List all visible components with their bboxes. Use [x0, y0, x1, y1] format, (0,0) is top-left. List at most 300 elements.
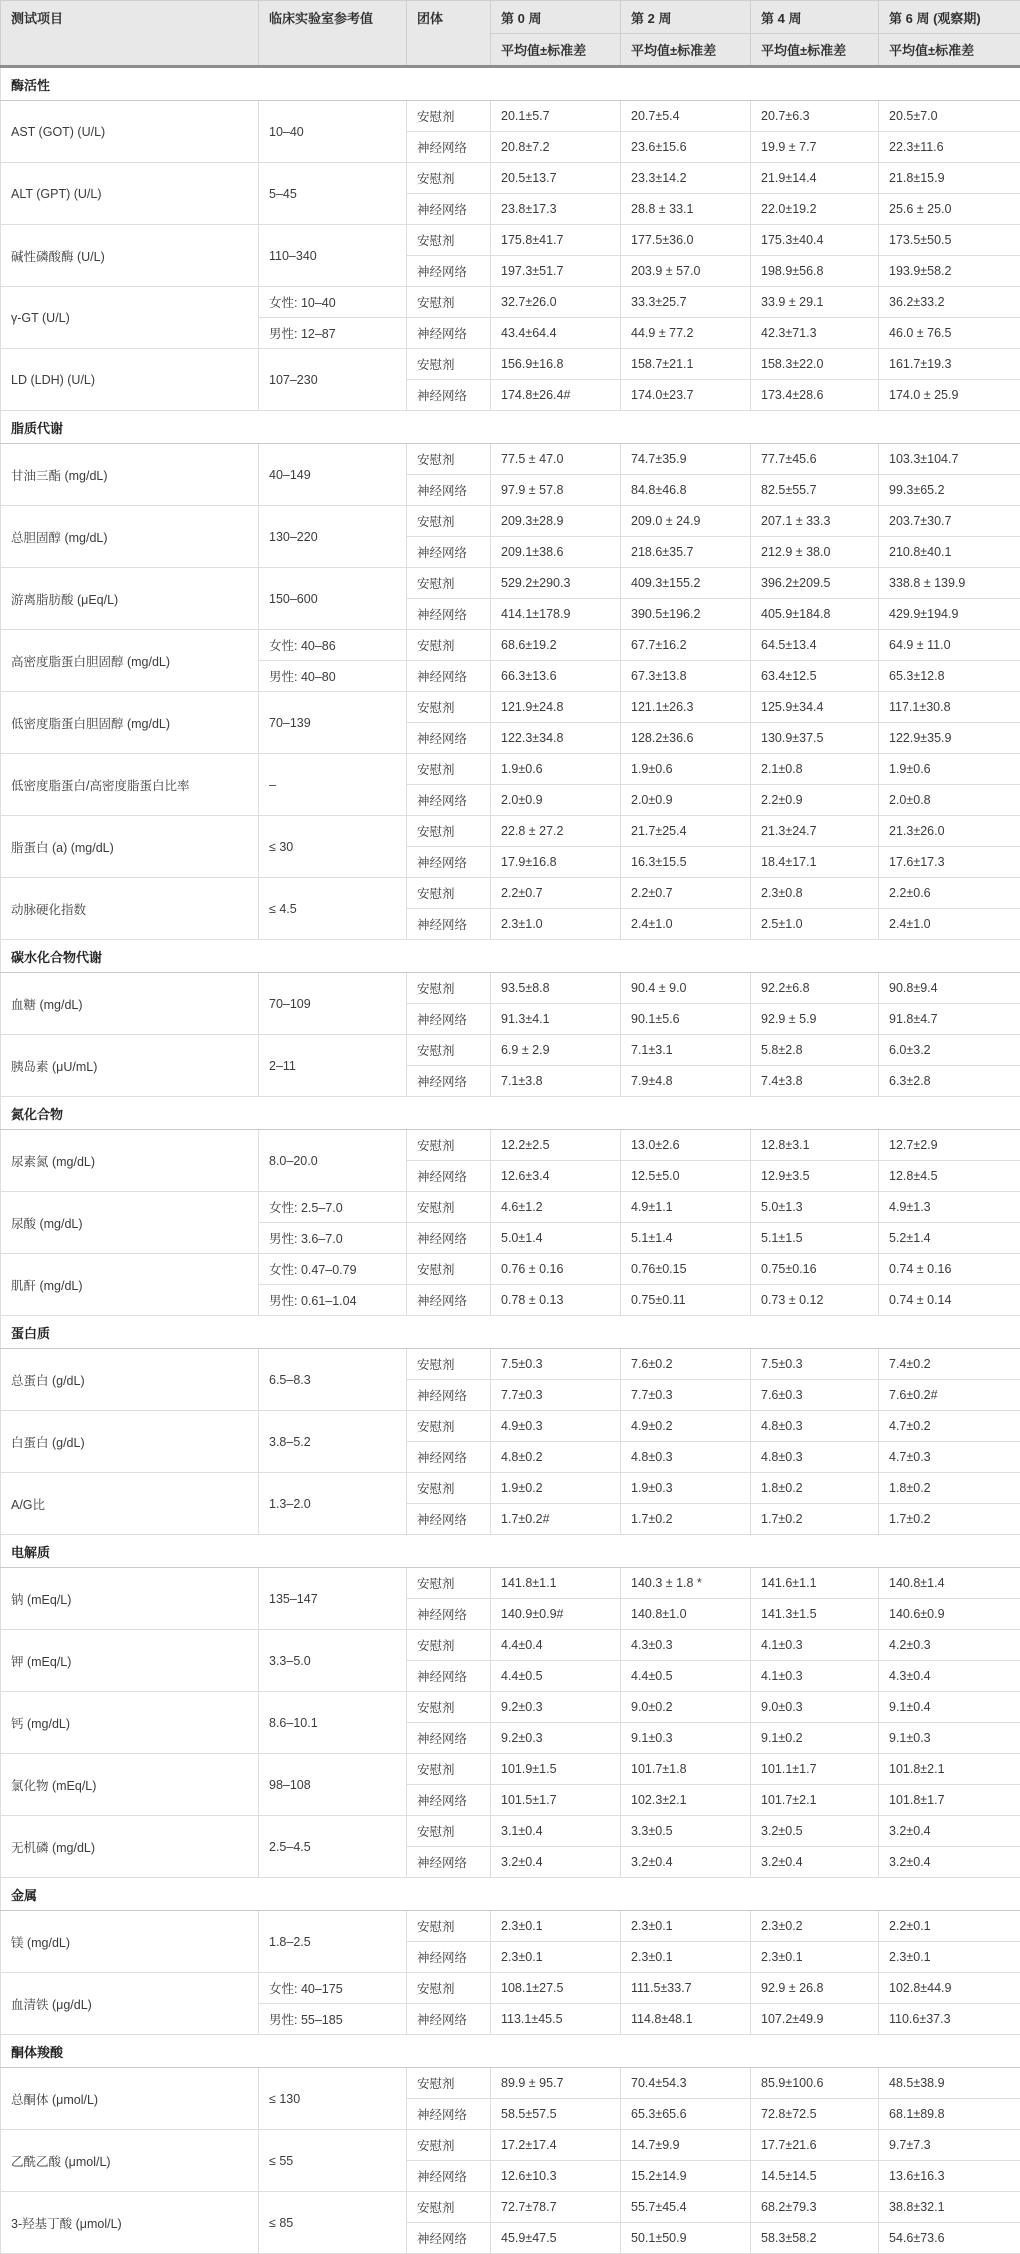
value-cell: 158.3±22.0	[751, 349, 879, 380]
table-row	[1, 1473, 1020, 1504]
value-cell: 2.3±1.0	[491, 909, 621, 940]
value-cell: 7.6±0.3	[751, 1380, 879, 1411]
group-cell-nn: 神经网络	[407, 909, 491, 940]
test-name-cell: 3-羟基丁酸 (μmol/L)	[1, 2192, 259, 2254]
reference-cell: 135–147	[259, 1568, 407, 1630]
value-cell: 21.3±24.7	[751, 816, 879, 847]
group-cell-placebo: 安慰剂	[407, 1035, 491, 1066]
value-cell: 12.2±2.5	[491, 1130, 621, 1161]
value-cell: 2.3±0.1	[879, 1942, 1020, 1973]
test-name-cell: 总胆固醇 (mg/dL)	[1, 506, 259, 568]
value-cell: 5.2±1.4	[879, 1223, 1020, 1254]
value-cell: 125.9±34.4	[751, 692, 879, 723]
group-cell-placebo: 安慰剂	[407, 1568, 491, 1599]
value-cell: 74.7±35.9	[621, 444, 751, 475]
group-cell-nn: 神经网络	[407, 194, 491, 225]
group-cell-placebo: 安慰剂	[407, 1692, 491, 1723]
value-cell: 91.8±4.7	[879, 1004, 1020, 1035]
value-cell: 66.3±13.6	[491, 661, 621, 692]
test-name-cell: 钙 (mg/dL)	[1, 1692, 259, 1754]
value-cell: 2.0±0.9	[491, 785, 621, 816]
value-cell: 33.9 ± 29.1	[751, 287, 879, 318]
value-cell: 4.9±0.2	[621, 1411, 751, 1442]
header-week-0: 第 0 周	[491, 1, 621, 34]
table-header	[1, 1, 1020, 67]
value-cell: 13.6±16.3	[879, 2161, 1020, 2192]
value-cell: 414.1±178.9	[491, 599, 621, 630]
value-cell: 140.8±1.0	[621, 1599, 751, 1630]
value-cell: 338.8 ± 139.9	[879, 568, 1020, 599]
value-cell: 68.2±79.3	[751, 2192, 879, 2223]
group-cell-placebo: 安慰剂	[407, 1630, 491, 1661]
value-cell: 198.9±56.8	[751, 256, 879, 287]
table-row	[1, 2068, 1020, 2099]
value-cell: 23.3±14.2	[621, 163, 751, 194]
value-cell: 128.2±36.6	[621, 723, 751, 754]
value-cell: 7.1±3.1	[621, 1035, 751, 1066]
value-cell: 141.8±1.1	[491, 1568, 621, 1599]
value-cell: 4.4±0.5	[491, 1661, 621, 1692]
group-cell-placebo: 安慰剂	[407, 1254, 491, 1285]
value-cell: 17.6±17.3	[879, 847, 1020, 878]
table-row	[1, 1411, 1020, 1442]
value-cell: 9.7±7.3	[879, 2130, 1020, 2161]
value-cell: 409.3±155.2	[621, 568, 751, 599]
header-mean-sd-0: 平均值±标准差	[491, 34, 621, 67]
table-row	[1, 1973, 1020, 2004]
value-cell: 9.1±0.2	[751, 1723, 879, 1754]
value-cell: 77.5 ± 47.0	[491, 444, 621, 475]
value-cell: 58.5±57.5	[491, 2099, 621, 2130]
table-row	[1, 1911, 1020, 1942]
value-cell: 21.7±25.4	[621, 816, 751, 847]
section-row	[1, 940, 1020, 973]
reference-cell: 1.8–2.5	[259, 1911, 407, 1973]
group-cell-nn: 神经网络	[407, 785, 491, 816]
section-title: 碳水化合物代谢	[1, 940, 1020, 973]
value-cell: 92.2±6.8	[751, 973, 879, 1004]
value-cell: 2.3±0.1	[621, 1911, 751, 1942]
section-row	[1, 1316, 1020, 1349]
value-cell: 54.6±73.6	[879, 2223, 1020, 2254]
value-cell: 0.78 ± 0.13	[491, 1285, 621, 1316]
table-row	[1, 754, 1020, 785]
value-cell: 4.6±1.2	[491, 1192, 621, 1223]
value-cell: 7.1±3.8	[491, 1066, 621, 1097]
test-name-cell: ALT (GPT) (U/L)	[1, 163, 259, 225]
value-cell: 3.3±0.5	[621, 1816, 751, 1847]
test-name-cell: 低密度脂蛋白胆固醇 (mg/dL)	[1, 692, 259, 754]
reference-cell: 男性: 40–80	[259, 661, 407, 692]
value-cell: 2.3±0.1	[751, 1942, 879, 1973]
reference-cell: ≤ 85	[259, 2192, 407, 2254]
table-row	[1, 878, 1020, 909]
group-cell-nn: 神经网络	[407, 1066, 491, 1097]
value-cell: 4.1±0.3	[751, 1661, 879, 1692]
value-cell: 48.5±38.9	[879, 2068, 1020, 2099]
value-cell: 140.8±1.4	[879, 1568, 1020, 1599]
test-name-cell: 白蛋白 (g/dL)	[1, 1411, 259, 1473]
value-cell: 70.4±54.3	[621, 2068, 751, 2099]
value-cell: 20.5±7.0	[879, 101, 1020, 132]
group-cell-placebo: 安慰剂	[407, 349, 491, 380]
value-cell: 1.7±0.2	[621, 1504, 751, 1535]
value-cell: 2.2±0.7	[621, 878, 751, 909]
group-cell-placebo: 安慰剂	[407, 630, 491, 661]
test-name-cell: LD (LDH) (U/L)	[1, 349, 259, 411]
value-cell: 193.9±58.2	[879, 256, 1020, 287]
value-cell: 108.1±27.5	[491, 1973, 621, 2004]
value-cell: 18.4±17.1	[751, 847, 879, 878]
group-cell-nn: 神经网络	[407, 132, 491, 163]
test-name-cell: 钠 (mEq/L)	[1, 1568, 259, 1630]
value-cell: 111.5±33.7	[621, 1973, 751, 2004]
group-cell-placebo: 安慰剂	[407, 1130, 491, 1161]
group-cell-placebo: 安慰剂	[407, 1349, 491, 1380]
test-name-cell: 胰岛素 (μU/mL)	[1, 1035, 259, 1097]
value-cell: 101.9±1.5	[491, 1754, 621, 1785]
group-cell-placebo: 安慰剂	[407, 225, 491, 256]
section-title: 脂质代谢	[1, 411, 1020, 444]
value-cell: 122.3±34.8	[491, 723, 621, 754]
value-cell: 21.3±26.0	[879, 816, 1020, 847]
table-row	[1, 1692, 1020, 1723]
value-cell: 3.2±0.4	[879, 1816, 1020, 1847]
value-cell: 158.7±21.1	[621, 349, 751, 380]
group-cell-nn: 神经网络	[407, 1285, 491, 1316]
section-row	[1, 2035, 1020, 2068]
table-row	[1, 1035, 1020, 1066]
value-cell: 12.6±3.4	[491, 1161, 621, 1192]
value-cell: 4.9±0.3	[491, 1411, 621, 1442]
table-row	[1, 816, 1020, 847]
value-cell: 4.8±0.3	[621, 1442, 751, 1473]
test-name-cell: 游离脂肪酸 (μEq/L)	[1, 568, 259, 630]
value-cell: 58.3±58.2	[751, 2223, 879, 2254]
value-cell: 1.9±0.6	[621, 754, 751, 785]
value-cell: 101.8±1.7	[879, 1785, 1020, 1816]
value-cell: 64.5±13.4	[751, 630, 879, 661]
value-cell: 405.9±184.8	[751, 599, 879, 630]
value-cell: 9.1±0.3	[879, 1723, 1020, 1754]
table-row	[1, 287, 1020, 318]
value-cell: 0.75±0.11	[621, 1285, 751, 1316]
value-cell: 55.7±45.4	[621, 2192, 751, 2223]
value-cell: 15.2±14.9	[621, 2161, 751, 2192]
value-cell: 21.9±14.4	[751, 163, 879, 194]
value-cell: 91.3±4.1	[491, 1004, 621, 1035]
value-cell: 174.8±26.4#	[491, 380, 621, 411]
reference-cell: 男性: 0.61–1.04	[259, 1285, 407, 1316]
reference-cell: 98–108	[259, 1754, 407, 1816]
group-cell-placebo: 安慰剂	[407, 1473, 491, 1504]
table-row	[1, 1192, 1020, 1223]
table-row	[1, 1630, 1020, 1661]
value-cell: 107.2±49.9	[751, 2004, 879, 2035]
group-cell-placebo: 安慰剂	[407, 1411, 491, 1442]
value-cell: 22.3±11.6	[879, 132, 1020, 163]
value-cell: 9.2±0.3	[491, 1692, 621, 1723]
reference-cell: 3.8–5.2	[259, 1411, 407, 1473]
group-cell-nn: 神经网络	[407, 1661, 491, 1692]
header-mean-sd-6: 平均值±标准差	[879, 34, 1020, 67]
group-cell-nn: 神经网络	[407, 599, 491, 630]
value-cell: 1.9±0.3	[621, 1473, 751, 1504]
group-cell-nn: 神经网络	[407, 1223, 491, 1254]
value-cell: 90.8±9.4	[879, 973, 1020, 1004]
reference-cell: 6.5–8.3	[259, 1349, 407, 1411]
group-cell-placebo: 安慰剂	[407, 973, 491, 1004]
value-cell: 1.9±0.6	[879, 754, 1020, 785]
value-cell: 89.9 ± 95.7	[491, 2068, 621, 2099]
value-cell: 218.6±35.7	[621, 537, 751, 568]
value-cell: 36.2±33.2	[879, 287, 1020, 318]
value-cell: 2.0±0.8	[879, 785, 1020, 816]
value-cell: 16.3±15.5	[621, 847, 751, 878]
test-name-cell: 尿素氮 (mg/dL)	[1, 1130, 259, 1192]
value-cell: 64.9 ± 11.0	[879, 630, 1020, 661]
value-cell: 92.9 ± 5.9	[751, 1004, 879, 1035]
value-cell: 177.5±36.0	[621, 225, 751, 256]
test-name-cell: 总蛋白 (g/dL)	[1, 1349, 259, 1411]
value-cell: 9.2±0.3	[491, 1723, 621, 1754]
group-cell-nn: 神经网络	[407, 1847, 491, 1878]
table-row	[1, 1349, 1020, 1380]
reference-cell: 8.0–20.0	[259, 1130, 407, 1192]
value-cell: 5.8±2.8	[751, 1035, 879, 1066]
group-cell-placebo: 安慰剂	[407, 1816, 491, 1847]
value-cell: 12.8±3.1	[751, 1130, 879, 1161]
value-cell: 93.5±8.8	[491, 973, 621, 1004]
value-cell: 6.0±3.2	[879, 1035, 1020, 1066]
value-cell: 121.9±24.8	[491, 692, 621, 723]
value-cell: 32.7±26.0	[491, 287, 621, 318]
value-cell: 4.9±1.3	[879, 1192, 1020, 1223]
reference-cell: ≤ 130	[259, 2068, 407, 2130]
test-name-cell: 高密度脂蛋白胆固醇 (mg/dL)	[1, 630, 259, 692]
group-cell-placebo: 安慰剂	[407, 878, 491, 909]
test-name-cell: 甘油三酯 (mg/dL)	[1, 444, 259, 506]
value-cell: 12.5±5.0	[621, 1161, 751, 1192]
value-cell: 0.76±0.15	[621, 1254, 751, 1285]
value-cell: 2.3±0.8	[751, 878, 879, 909]
group-cell-placebo: 安慰剂	[407, 1973, 491, 2004]
test-name-cell: 碱性磷酸酶 (U/L)	[1, 225, 259, 287]
group-cell-placebo: 安慰剂	[407, 692, 491, 723]
test-name-cell: 镁 (mg/dL)	[1, 1911, 259, 1973]
value-cell: 4.3±0.4	[879, 1661, 1020, 1692]
value-cell: 68.6±19.2	[491, 630, 621, 661]
group-cell-placebo: 安慰剂	[407, 506, 491, 537]
value-cell: 12.7±2.9	[879, 1130, 1020, 1161]
value-cell: 1.7±0.2#	[491, 1504, 621, 1535]
value-cell: 17.2±17.4	[491, 2130, 621, 2161]
value-cell: 7.6±0.2	[621, 1349, 751, 1380]
value-cell: 92.9 ± 26.8	[751, 1973, 879, 2004]
reference-cell: 男性: 12–87	[259, 318, 407, 349]
table-row	[1, 225, 1020, 256]
value-cell: 209.1±38.6	[491, 537, 621, 568]
value-cell: 174.0±23.7	[621, 380, 751, 411]
value-cell: 90.4 ± 9.0	[621, 973, 751, 1004]
table-row	[1, 568, 1020, 599]
reference-cell: 男性: 3.6–7.0	[259, 1223, 407, 1254]
value-cell: 2.5±1.0	[751, 909, 879, 940]
value-cell: 2.3±0.1	[621, 1942, 751, 1973]
value-cell: 68.1±89.8	[879, 2099, 1020, 2130]
group-cell-nn: 神经网络	[407, 1723, 491, 1754]
section-title: 氮化合物	[1, 1097, 1020, 1130]
value-cell: 9.1±0.4	[879, 1692, 1020, 1723]
value-cell: 7.7±0.3	[621, 1380, 751, 1411]
value-cell: 0.74 ± 0.16	[879, 1254, 1020, 1285]
value-cell: 20.8±7.2	[491, 132, 621, 163]
section-row	[1, 1097, 1020, 1130]
value-cell: 5.0±1.4	[491, 1223, 621, 1254]
value-cell: 20.1±5.7	[491, 101, 621, 132]
reference-cell: 女性: 40–175	[259, 1973, 407, 2004]
value-cell: 20.5±13.7	[491, 163, 621, 194]
value-cell: 7.9±4.8	[621, 1066, 751, 1097]
value-cell: 140.6±0.9	[879, 1599, 1020, 1630]
reference-cell: 40–149	[259, 444, 407, 506]
table-row	[1, 692, 1020, 723]
table-row	[1, 506, 1020, 537]
value-cell: 5.1±1.5	[751, 1223, 879, 1254]
header-week-4: 第 4 周	[751, 1, 879, 34]
test-name-cell: 总酮体 (μmol/L)	[1, 2068, 259, 2130]
value-cell: 4.8±0.3	[751, 1442, 879, 1473]
value-cell: 210.8±40.1	[879, 537, 1020, 568]
table-row	[1, 1254, 1020, 1285]
header-week-2: 第 2 周	[621, 1, 751, 34]
reference-cell: 70–139	[259, 692, 407, 754]
reference-cell: 107–230	[259, 349, 407, 411]
test-name-cell: AST (GOT) (U/L)	[1, 101, 259, 163]
value-cell: 7.4±3.8	[751, 1066, 879, 1097]
value-cell: 9.1±0.3	[621, 1723, 751, 1754]
value-cell: 173.4±28.6	[751, 380, 879, 411]
value-cell: 2.1±0.8	[751, 754, 879, 785]
reference-cell: 110–340	[259, 225, 407, 287]
value-cell: 101.7±2.1	[751, 1785, 879, 1816]
value-cell: 1.7±0.2	[879, 1504, 1020, 1535]
value-cell: 99.3±65.2	[879, 475, 1020, 506]
group-cell-nn: 神经网络	[407, 1785, 491, 1816]
value-cell: 0.75±0.16	[751, 1254, 879, 1285]
reference-cell: 1.3–2.0	[259, 1473, 407, 1535]
table-row	[1, 1568, 1020, 1599]
group-cell-nn: 神经网络	[407, 2161, 491, 2192]
value-cell: 0.76 ± 0.16	[491, 1254, 621, 1285]
value-cell: 7.5±0.3	[751, 1349, 879, 1380]
value-cell: 14.7±9.9	[621, 2130, 751, 2161]
value-cell: 122.9±35.9	[879, 723, 1020, 754]
value-cell: 396.2±209.5	[751, 568, 879, 599]
value-cell: 174.0 ± 25.9	[879, 380, 1020, 411]
group-cell-nn: 神经网络	[407, 380, 491, 411]
value-cell: 141.3±1.5	[751, 1599, 879, 1630]
table-row	[1, 101, 1020, 132]
value-cell: 43.4±64.4	[491, 318, 621, 349]
value-cell: 17.9±16.8	[491, 847, 621, 878]
table-row	[1, 2130, 1020, 2161]
value-cell: 19.9 ± 7.7	[751, 132, 879, 163]
header-mean-sd-4: 平均值±标准差	[751, 34, 879, 67]
value-cell: 429.9±194.9	[879, 599, 1020, 630]
value-cell: 2.3±0.1	[491, 1911, 621, 1942]
value-cell: 17.7±21.6	[751, 2130, 879, 2161]
group-cell-nn: 神经网络	[407, 318, 491, 349]
group-cell-nn: 神经网络	[407, 2004, 491, 2035]
reference-cell: 男性: 55–185	[259, 2004, 407, 2035]
value-cell: 2.2±0.7	[491, 878, 621, 909]
value-cell: 3.2±0.4	[491, 1847, 621, 1878]
value-cell: 102.8±44.9	[879, 1973, 1020, 2004]
test-name-cell: γ-GT (U/L)	[1, 287, 259, 349]
group-cell-placebo: 安慰剂	[407, 287, 491, 318]
value-cell: 197.3±51.7	[491, 256, 621, 287]
value-cell: 2.4±1.0	[879, 909, 1020, 940]
header-week-6: 第 6 周 (观察期)	[879, 1, 1020, 34]
reference-cell: ≤ 4.5	[259, 878, 407, 940]
table-row	[1, 973, 1020, 1004]
value-cell: 113.1±45.5	[491, 2004, 621, 2035]
section-row	[1, 67, 1020, 101]
value-cell: 101.5±1.7	[491, 1785, 621, 1816]
reference-cell: 10–40	[259, 101, 407, 163]
value-cell: 102.3±2.1	[621, 1785, 751, 1816]
value-cell: 103.3±104.7	[879, 444, 1020, 475]
header-mean-sd-2: 平均值±标准差	[621, 34, 751, 67]
section-title: 酮体羧酸	[1, 2035, 1020, 2068]
value-cell: 101.8±2.1	[879, 1754, 1020, 1785]
value-cell: 63.4±12.5	[751, 661, 879, 692]
reference-cell: 2.5–4.5	[259, 1816, 407, 1878]
value-cell: 156.9±16.8	[491, 349, 621, 380]
value-cell: 25.6 ± 25.0	[879, 194, 1020, 225]
value-cell: 22.8 ± 27.2	[491, 816, 621, 847]
section-title: 电解质	[1, 1535, 1020, 1568]
group-cell-nn: 神经网络	[407, 723, 491, 754]
value-cell: 4.8±0.2	[491, 1442, 621, 1473]
value-cell: 12.6±10.3	[491, 2161, 621, 2192]
value-cell: 1.9±0.6	[491, 754, 621, 785]
group-cell-placebo: 安慰剂	[407, 2130, 491, 2161]
value-cell: 84.8±46.8	[621, 475, 751, 506]
table-row	[1, 1130, 1020, 1161]
group-cell-nn: 神经网络	[407, 256, 491, 287]
value-cell: 2.3±0.2	[751, 1911, 879, 1942]
group-cell-nn: 神经网络	[407, 1599, 491, 1630]
value-cell: 390.5±196.2	[621, 599, 751, 630]
value-cell: 4.9±1.1	[621, 1192, 751, 1223]
value-cell: 529.2±290.3	[491, 568, 621, 599]
value-cell: 2.3±0.1	[491, 1942, 621, 1973]
value-cell: 140.9±0.9#	[491, 1599, 621, 1630]
value-cell: 97.9 ± 57.8	[491, 475, 621, 506]
reference-cell: 女性: 40–86	[259, 630, 407, 661]
test-name-cell: 肌酐 (mg/dL)	[1, 1254, 259, 1316]
value-cell: 4.8±0.3	[751, 1411, 879, 1442]
table-body	[1, 67, 1020, 2254]
value-cell: 3.1±0.4	[491, 1816, 621, 1847]
value-cell: 90.1±5.6	[621, 1004, 751, 1035]
group-cell-placebo: 安慰剂	[407, 444, 491, 475]
section-title: 金属	[1, 1878, 1020, 1911]
value-cell: 22.0±19.2	[751, 194, 879, 225]
value-cell: 46.0 ± 76.5	[879, 318, 1020, 349]
